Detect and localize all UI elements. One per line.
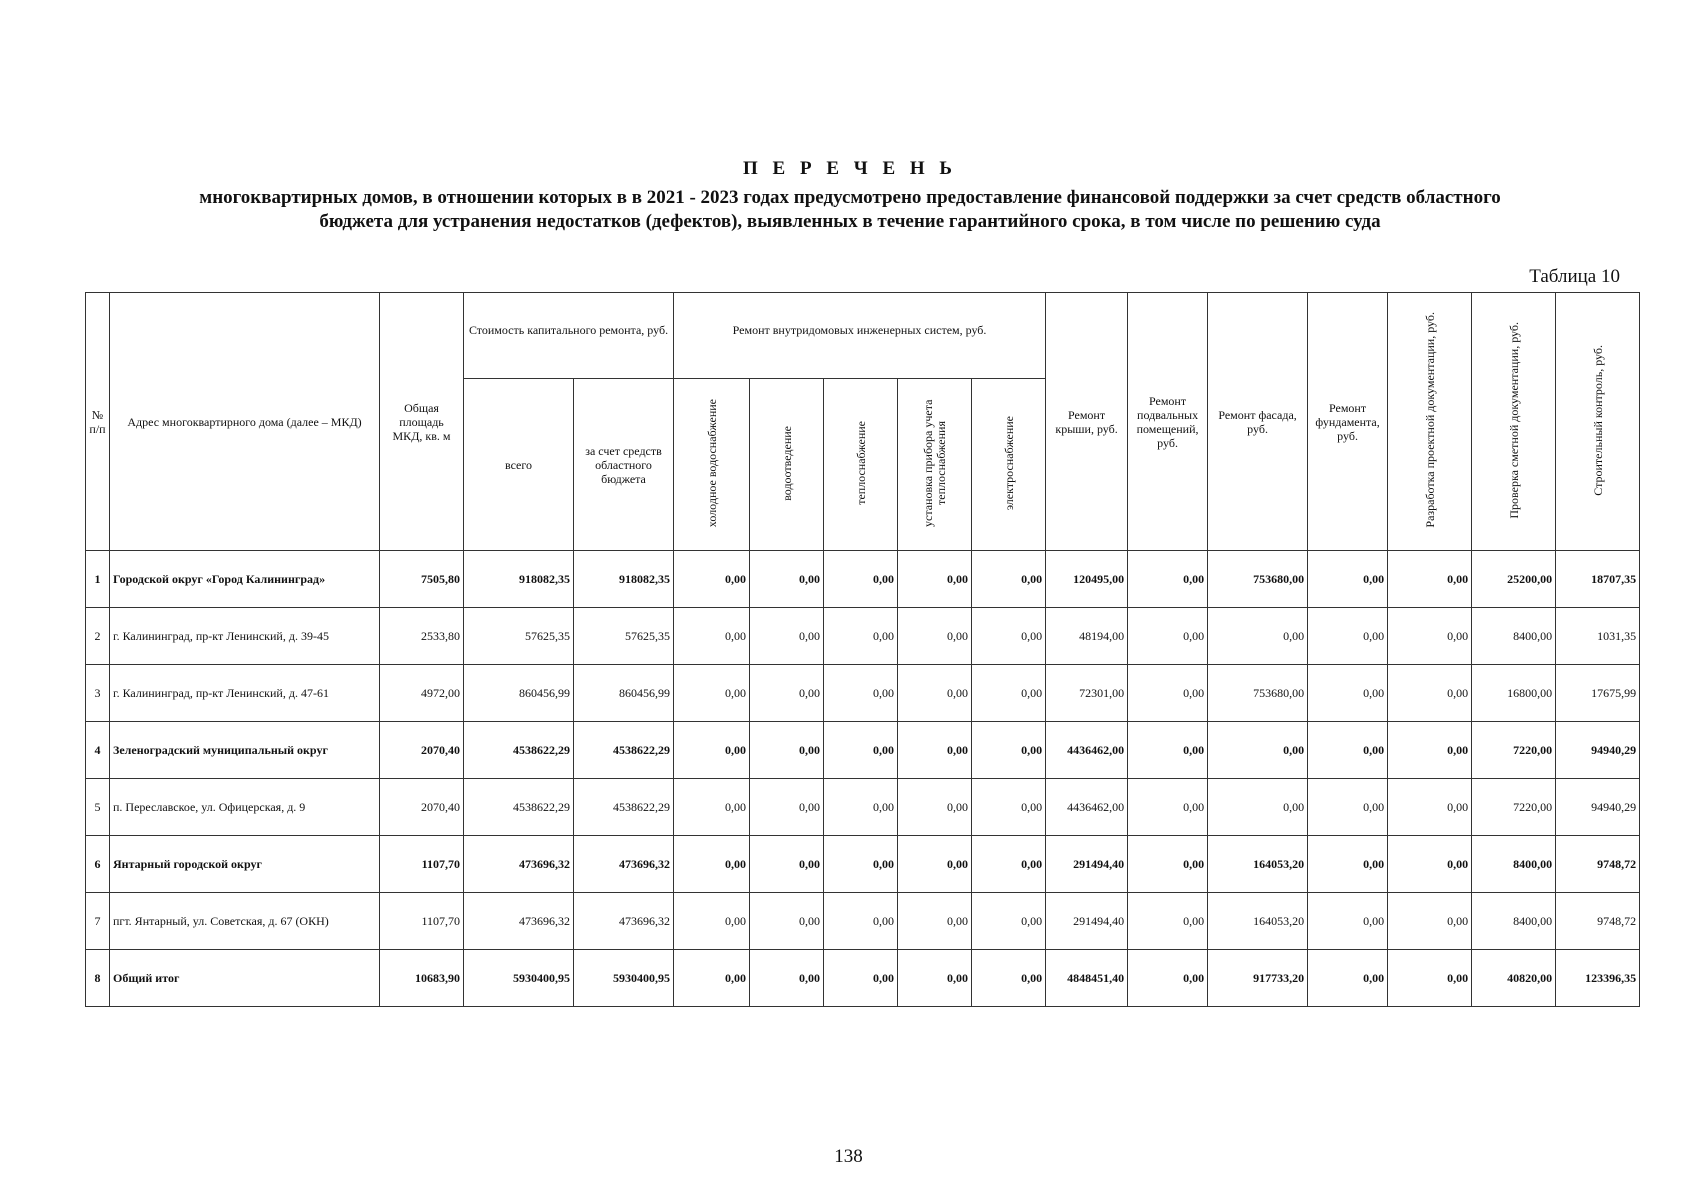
- row-basement: 0,00: [1128, 893, 1208, 950]
- row-roof: 4848451,40: [1046, 950, 1128, 1007]
- header-basement: Ремонт подвальных помещений, руб.: [1128, 293, 1208, 551]
- table-row: [86, 950, 1640, 1007]
- row-heating: 0,00: [824, 836, 898, 893]
- row-foundation: 0,00: [1308, 893, 1388, 950]
- row-area: 4972,00: [380, 665, 464, 722]
- header-cost-regional: за счет средств областного бюджета: [574, 379, 674, 551]
- row-electricity: 0,00: [972, 950, 1046, 1007]
- row-roof: 4436462,00: [1046, 779, 1128, 836]
- row-sewerage: 0,00: [750, 722, 824, 779]
- row-address: пгт. Янтарный, ул. Советская, д. 67 (ОКН): [110, 893, 380, 950]
- row-foundation: 0,00: [1308, 836, 1388, 893]
- row-sewerage: 0,00: [750, 836, 824, 893]
- row-foundation: 0,00: [1308, 779, 1388, 836]
- row-facade: 917733,20: [1208, 950, 1308, 1007]
- header-cold-water-cell: [674, 379, 750, 551]
- row-area: 10683,90: [380, 950, 464, 1007]
- row-estimate: 7220,00: [1472, 722, 1556, 779]
- row-regional: 57625,35: [574, 608, 674, 665]
- row-total: 57625,35: [464, 608, 574, 665]
- header-electricity-cell: [972, 379, 1046, 551]
- row-address: п. Переславское, ул. Офицерская, д. 9: [110, 779, 380, 836]
- table-row: [86, 608, 1640, 665]
- row-electricity: 0,00: [972, 608, 1046, 665]
- row-design: 0,00: [1388, 950, 1472, 1007]
- row-num: 6: [86, 836, 110, 893]
- row-area: 2533,80: [380, 608, 464, 665]
- row-sewerage: 0,00: [750, 608, 824, 665]
- row-regional: 473696,32: [574, 836, 674, 893]
- row-foundation: 0,00: [1308, 950, 1388, 1007]
- row-basement: 0,00: [1128, 836, 1208, 893]
- row-foundation: 0,00: [1308, 608, 1388, 665]
- row-total: 918082,35: [464, 551, 574, 608]
- header-sewerage-cell: [750, 379, 824, 551]
- row-facade: 0,00: [1208, 779, 1308, 836]
- repair-funding-table: [85, 292, 1640, 1007]
- header-systems-group: Ремонт внутридомовых инженерных систем, руб.: [674, 293, 1046, 379]
- row-estimate: 40820,00: [1472, 950, 1556, 1007]
- document-title-block: [100, 158, 1600, 234]
- header-design-docs: Разработка проектной документации, руб.: [1422, 312, 1437, 528]
- row-total: 4538622,29: [464, 779, 574, 836]
- row-cold-water: 0,00: [674, 950, 750, 1007]
- table-row: [86, 836, 1640, 893]
- header-cost-group: Стоимость капитального ремонта, руб.: [464, 293, 674, 379]
- row-address: г. Калининград, пр-кт Ленинский, д. 39-45: [110, 608, 380, 665]
- row-num: 4: [86, 722, 110, 779]
- row-total: 4538622,29: [464, 722, 574, 779]
- header-electricity: электроснабжение: [1001, 415, 1016, 511]
- table-row: [86, 551, 1640, 608]
- row-address: Зеленоградский муниципальный округ: [110, 722, 380, 779]
- row-cold-water: 0,00: [674, 893, 750, 950]
- row-heating: 0,00: [824, 608, 898, 665]
- header-foundation: Ремонт фундамента, руб.: [1308, 293, 1388, 551]
- row-heat-meter: 0,00: [898, 950, 972, 1007]
- row-control: 17675,99: [1556, 665, 1640, 722]
- row-facade: 0,00: [1208, 722, 1308, 779]
- row-heating: 0,00: [824, 551, 898, 608]
- row-estimate: 25200,00: [1472, 551, 1556, 608]
- row-electricity: 0,00: [972, 893, 1046, 950]
- row-heat-meter: 0,00: [898, 665, 972, 722]
- row-sewerage: 0,00: [750, 665, 824, 722]
- row-estimate: 7220,00: [1472, 779, 1556, 836]
- header-address: Адрес многоквартирного дома (далее – МКД): [110, 293, 380, 551]
- header-construction-control-cell: [1556, 293, 1640, 551]
- row-design: 0,00: [1388, 608, 1472, 665]
- table-label: Таблица 10: [1529, 266, 1620, 287]
- row-total: 473696,32: [464, 893, 574, 950]
- row-roof: 120495,00: [1046, 551, 1128, 608]
- row-roof: 291494,40: [1046, 836, 1128, 893]
- row-heat-meter: 0,00: [898, 893, 972, 950]
- row-design: 0,00: [1388, 779, 1472, 836]
- row-basement: 0,00: [1128, 551, 1208, 608]
- row-sewerage: 0,00: [750, 779, 824, 836]
- row-control: 1031,35: [1556, 608, 1640, 665]
- table-row: [86, 665, 1640, 722]
- row-facade: 164053,20: [1208, 836, 1308, 893]
- row-sewerage: 0,00: [750, 551, 824, 608]
- row-num: 2: [86, 608, 110, 665]
- header-estimate-check: Проверка сметной документации, руб.: [1506, 321, 1521, 519]
- row-estimate: 16800,00: [1472, 665, 1556, 722]
- header-heat-meter: установка прибора учета теплоснабжения: [920, 399, 948, 527]
- row-heat-meter: 0,00: [898, 779, 972, 836]
- header-heating: теплоснабжение: [853, 421, 868, 505]
- row-electricity: 0,00: [972, 836, 1046, 893]
- row-area: 1107,70: [380, 893, 464, 950]
- header-estimate-check-cell: [1472, 293, 1556, 551]
- row-heat-meter: 0,00: [898, 608, 972, 665]
- row-regional: 860456,99: [574, 665, 674, 722]
- row-control: 94940,29: [1556, 779, 1640, 836]
- row-sewerage: 0,00: [750, 950, 824, 1007]
- row-foundation: 0,00: [1308, 665, 1388, 722]
- row-area: 7505,80: [380, 551, 464, 608]
- header-cold-water: холодное водоснабжение: [704, 398, 719, 528]
- row-heat-meter: 0,00: [898, 722, 972, 779]
- row-control: 9748,72: [1556, 836, 1640, 893]
- table-row: [86, 779, 1640, 836]
- row-address: Общий итог: [110, 950, 380, 1007]
- row-regional: 918082,35: [574, 551, 674, 608]
- row-facade: 753680,00: [1208, 665, 1308, 722]
- row-roof: 72301,00: [1046, 665, 1128, 722]
- row-total: 5930400,95: [464, 950, 574, 1007]
- row-total: 473696,32: [464, 836, 574, 893]
- row-cold-water: 0,00: [674, 665, 750, 722]
- row-facade: 164053,20: [1208, 893, 1308, 950]
- row-basement: 0,00: [1128, 608, 1208, 665]
- row-regional: 473696,32: [574, 893, 674, 950]
- row-regional: 4538622,29: [574, 722, 674, 779]
- header-cost-total: всего: [464, 379, 574, 551]
- row-cold-water: 0,00: [674, 608, 750, 665]
- document-subtitle-line2: бюджета для устранения недостатков (дефектов), выявленных в течение гарантийного срока, в том числе по решению суда: [319, 211, 1381, 232]
- row-control: 94940,29: [1556, 722, 1640, 779]
- header-heat-meter-cell: [898, 379, 972, 551]
- row-basement: 0,00: [1128, 665, 1208, 722]
- row-foundation: 0,00: [1308, 722, 1388, 779]
- row-num: 3: [86, 665, 110, 722]
- document-heading: П Е Р Е Ч Е Н Ь: [743, 158, 957, 179]
- row-design: 0,00: [1388, 893, 1472, 950]
- row-address: Городской округ «Город Калининград»: [110, 551, 380, 608]
- row-estimate: 8400,00: [1472, 893, 1556, 950]
- row-facade: 0,00: [1208, 608, 1308, 665]
- row-electricity: 0,00: [972, 551, 1046, 608]
- row-num: 1: [86, 551, 110, 608]
- row-basement: 0,00: [1128, 779, 1208, 836]
- header-sewerage: водоотведение: [779, 425, 794, 501]
- header-construction-control: Строительный контроль, руб.: [1590, 344, 1605, 496]
- table-row: [86, 722, 1640, 779]
- row-area: 2070,40: [380, 722, 464, 779]
- row-design: 0,00: [1388, 722, 1472, 779]
- row-heating: 0,00: [824, 722, 898, 779]
- row-estimate: 8400,00: [1472, 608, 1556, 665]
- header-heating-cell: [824, 379, 898, 551]
- header-num: № п/п: [86, 293, 110, 551]
- row-electricity: 0,00: [972, 722, 1046, 779]
- row-heat-meter: 0,00: [898, 836, 972, 893]
- row-design: 0,00: [1388, 665, 1472, 722]
- row-electricity: 0,00: [972, 665, 1046, 722]
- row-address: Янтарный городской округ: [110, 836, 380, 893]
- row-cold-water: 0,00: [674, 551, 750, 608]
- header-design-docs-cell: [1388, 293, 1472, 551]
- row-cold-water: 0,00: [674, 836, 750, 893]
- row-control: 18707,35: [1556, 551, 1640, 608]
- row-facade: 753680,00: [1208, 551, 1308, 608]
- row-heat-meter: 0,00: [898, 551, 972, 608]
- page-number: 138: [834, 1146, 863, 1167]
- row-heating: 0,00: [824, 893, 898, 950]
- row-roof: 291494,40: [1046, 893, 1128, 950]
- row-roof: 4436462,00: [1046, 722, 1128, 779]
- row-roof: 48194,00: [1046, 608, 1128, 665]
- row-control: 123396,35: [1556, 950, 1640, 1007]
- row-heating: 0,00: [824, 779, 898, 836]
- row-control: 9748,72: [1556, 893, 1640, 950]
- document-subtitle-line1: многоквартирных домов, в отношении которых в в 2021 - 2023 годах предусмотрено предоставление финансовой поддержки за счет средств областного: [199, 187, 1501, 208]
- row-sewerage: 0,00: [750, 893, 824, 950]
- row-area: 2070,40: [380, 779, 464, 836]
- row-estimate: 8400,00: [1472, 836, 1556, 893]
- row-address: г. Калининград, пр-кт Ленинский, д. 47-61: [110, 665, 380, 722]
- row-design: 0,00: [1388, 551, 1472, 608]
- row-basement: 0,00: [1128, 722, 1208, 779]
- row-heating: 0,00: [824, 665, 898, 722]
- row-num: 5: [86, 779, 110, 836]
- row-num: 8: [86, 950, 110, 1007]
- row-foundation: 0,00: [1308, 551, 1388, 608]
- row-total: 860456,99: [464, 665, 574, 722]
- row-electricity: 0,00: [972, 779, 1046, 836]
- row-cold-water: 0,00: [674, 779, 750, 836]
- header-roof: Ремонт крыши, руб.: [1046, 293, 1128, 551]
- row-num: 7: [86, 893, 110, 950]
- row-regional: 4538622,29: [574, 779, 674, 836]
- header-area: Общая площадь МКД, кв. м: [380, 293, 464, 551]
- table-row: [86, 893, 1640, 950]
- row-cold-water: 0,00: [674, 722, 750, 779]
- header-facade: Ремонт фасада, руб.: [1208, 293, 1308, 551]
- row-regional: 5930400,95: [574, 950, 674, 1007]
- row-area: 1107,70: [380, 836, 464, 893]
- row-basement: 0,00: [1128, 950, 1208, 1007]
- row-heating: 0,00: [824, 950, 898, 1007]
- row-design: 0,00: [1388, 836, 1472, 893]
